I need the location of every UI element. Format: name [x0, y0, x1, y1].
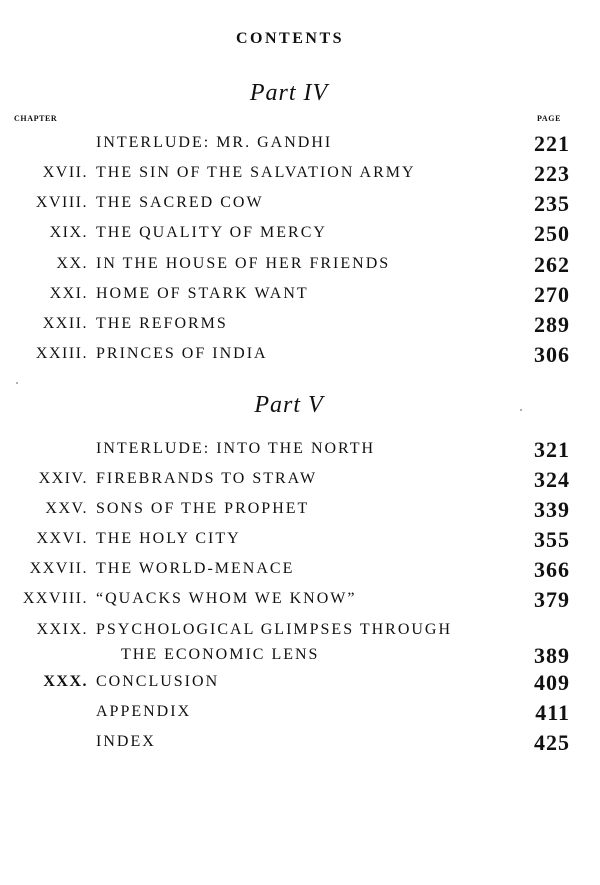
toc-entry-xxiii [0, 342, 600, 371]
chapter-title: PSYCHOLOGICAL GLIMPSES THROUGH [96, 621, 453, 638]
page-number: 262 [534, 252, 570, 277]
toc-entry-index [0, 730, 600, 759]
chapter-number: XXII. [42, 315, 88, 332]
chapter-title: SONS OF THE PROPHET [96, 500, 310, 517]
page-number: 355 [534, 527, 570, 552]
chapter-title-continued: THE ECONOMIC LENS [121, 646, 320, 663]
part-iv-heading: Part IV [249, 80, 329, 106]
page-number: 411 [535, 700, 570, 725]
toc-entry-xxiv [0, 467, 600, 496]
toc-entry-xxix [0, 621, 600, 647]
page-number: 425 [534, 730, 570, 755]
page-number: 389 [534, 643, 570, 668]
toc-entry-xxix-continued [0, 643, 600, 672]
paper-speck [16, 382, 18, 384]
chapter-number: XXVIII. [22, 590, 88, 607]
chapter-title: PRINCES OF INDIA [96, 345, 268, 362]
toc-entry-xviii [0, 191, 600, 220]
page-number: 366 [534, 557, 570, 582]
chapter-number: XXIV. [38, 470, 88, 487]
chapter-number: XXX. [43, 673, 88, 690]
chapter-title: INDEX [96, 733, 156, 750]
toc-entry-xxvi [0, 527, 600, 556]
chapter-title: THE HOLY CITY [96, 530, 241, 547]
chapter-title: APPENDIX [96, 703, 192, 720]
toc-entry-xxx [0, 670, 600, 699]
chapter-title: THE SACRED COW [96, 194, 264, 211]
page-number: 321 [534, 437, 570, 462]
chapter-title: FIREBRANDS TO STRAW [96, 470, 318, 487]
chapter-number: XXVII. [29, 560, 88, 577]
chapter-number: XXVI. [36, 530, 88, 547]
page-number: 379 [534, 587, 570, 612]
chapter-title: THE SIN OF THE SALVATION ARMY [96, 164, 416, 181]
chapter-number: XIX. [49, 224, 88, 241]
page-number: 324 [534, 467, 570, 492]
page-number: 339 [534, 497, 570, 522]
page-number: 235 [534, 191, 570, 216]
chapter-column-header: CHAPTER [14, 114, 58, 123]
toc-entry-xxi [0, 282, 600, 311]
chapter-number: XXI. [49, 285, 88, 302]
chapter-number: XXV. [45, 500, 88, 517]
chapter-title: INTERLUDE: MR. GANDHI [96, 134, 333, 151]
contents-heading: CONTENTS [235, 30, 345, 47]
page-number: 223 [534, 161, 570, 186]
chapter-title: IN THE HOUSE OF HER FRIENDS [96, 255, 391, 272]
chapter-title: HOME OF STARK WANT [96, 285, 309, 302]
toc-entry-xxvii [0, 557, 600, 586]
toc-entry-xx [0, 252, 600, 281]
chapter-title: THE REFORMS [96, 315, 228, 332]
toc-entry-xvii [0, 161, 600, 190]
toc-entry-interlude-gandhi [0, 131, 600, 160]
page-column-header: PAGE [537, 114, 562, 123]
page-number: 221 [534, 131, 570, 156]
toc-entry-interlude-north [0, 437, 600, 466]
page-number: 289 [534, 312, 570, 337]
page-number: 306 [534, 342, 570, 367]
chapter-title: CONCLUSION [96, 673, 220, 690]
toc-entry-xxii [0, 312, 600, 341]
chapter-title: INTERLUDE: INTO THE NORTH [96, 440, 376, 457]
chapter-number: XVIII. [35, 194, 88, 211]
part-v-heading: Part V [254, 392, 324, 418]
chapter-number: XVII. [42, 164, 88, 181]
page-number: 409 [534, 670, 570, 695]
chapter-title: “QUACKS WHOM WE KNOW” [96, 590, 357, 607]
chapter-number: XXIX. [36, 621, 88, 638]
chapter-title: THE QUALITY OF MERCY [96, 224, 327, 241]
toc-entry-appendix [0, 700, 600, 729]
chapter-number: XX. [56, 255, 88, 272]
toc-entry-xxv [0, 497, 600, 526]
chapter-title: THE WORLD-MENACE [96, 560, 295, 577]
page-number: 270 [534, 282, 570, 307]
chapter-number: XXIII. [35, 345, 88, 362]
page-number: 250 [534, 221, 570, 246]
toc-entry-xxviii [0, 587, 600, 616]
toc-entry-xix [0, 221, 600, 250]
